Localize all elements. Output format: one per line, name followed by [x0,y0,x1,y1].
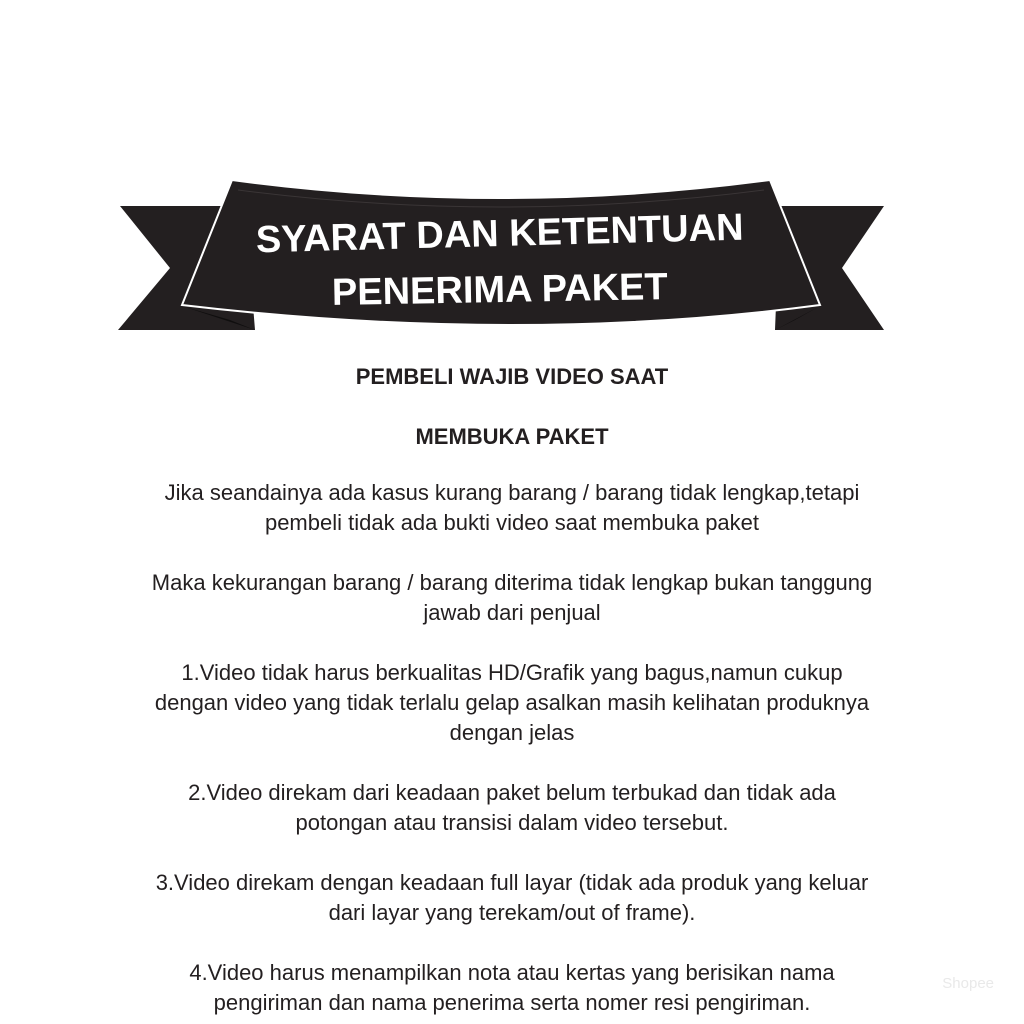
rule-item-4 [60,958,964,1018]
paragraph-line: 2.Video direkam dari keadaan paket belum terbukad dan tidak ada [188,780,836,805]
paragraph-line: pengiriman dan nama penerima serta nomer resi pengiriman. [213,990,811,1015]
title-ribbon-banner [0,0,1024,360]
paragraph-line: Maka kekurangan barang / barang diterima tidak lengkap bukan tanggung [151,570,873,595]
subheading-line1: PEMBELI WAJIB VIDEO SAAT [355,364,669,389]
paragraph-line: dengan video yang tidak terlalu gelap asalkan masih kelihatan produknya [154,690,870,715]
paragraph-line: 3.Video direkam dengan keadaan full layar (tidak ada produk yang keluar [155,870,869,895]
rule-item-2 [60,778,964,838]
paragraph-line: Jika seandainya ada kasus kurang barang / barang tidak lengkap,tetapi [164,480,860,505]
rule-item-3 [60,868,964,928]
watermark: Shopee [942,975,994,992]
paragraph-line: 1.Video tidak harus berkualitas HD/Grafik yang bagus,namun cukup [181,660,843,685]
terms-content [60,362,964,1018]
paragraph-consequence [60,568,964,628]
banner-title-line2: PENERIMA PAKET [331,266,668,314]
banner-title-line1: SYARAT DAN KETENTUAN [255,206,745,262]
paragraph-line: 4.Video harus menampilkan nota atau kertas yang berisikan nama [189,960,835,985]
paragraph-line: dari layar yang terekam/out of frame). [328,900,696,925]
paragraph-line: pembeli tidak ada bukti video saat membuka paket [264,510,760,535]
subheading-line2: MEMBUKA PAKET [415,424,609,449]
paragraph-line: jawab dari penjual [423,600,601,625]
paragraph-line: dengan jelas [449,720,575,745]
paragraph-intro [60,478,964,538]
rule-item-1 [60,658,964,748]
paragraph-line: potongan atau transisi dalam video tersebut. [295,810,729,835]
